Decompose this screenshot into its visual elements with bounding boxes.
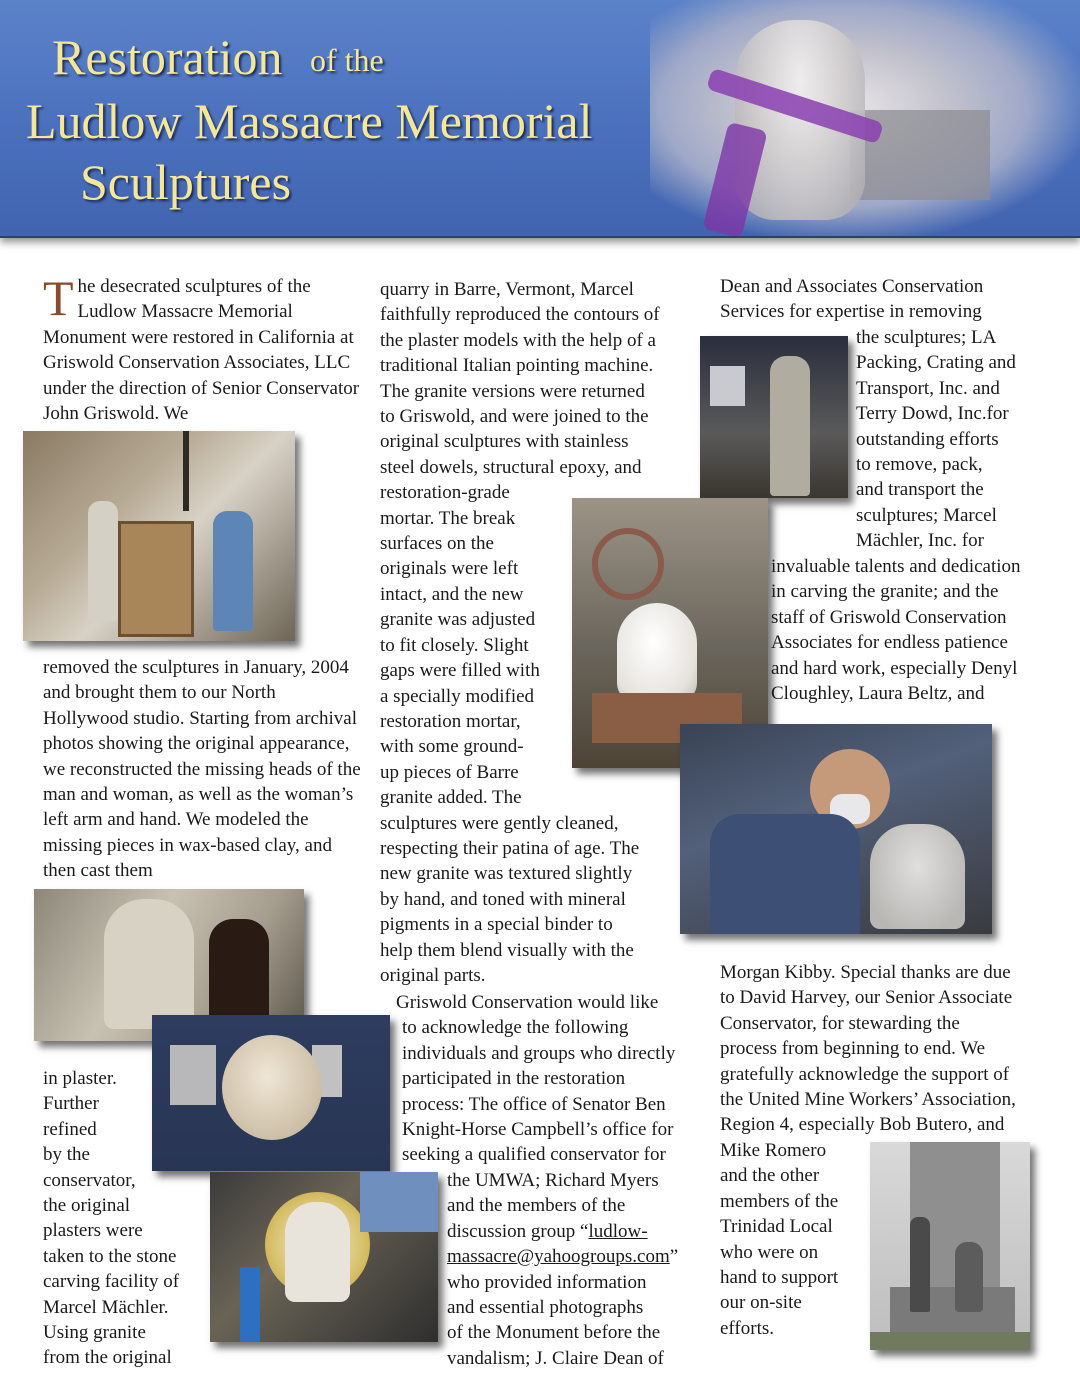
c3-line-11: Mächler, Inc. for [856, 530, 984, 552]
ack-line-3: individuals and groups who directly [402, 1042, 676, 1064]
c2-line-6: to Griswold, and were joined to the [380, 406, 649, 428]
sculptor-figure [209, 919, 269, 1029]
c2-line-3: the plaster models with the help of a [380, 329, 656, 351]
c3-line-27: members of the [720, 1190, 839, 1212]
ack-line-8: the UMWA; Richard Myers [447, 1170, 659, 1191]
c2-line-21: granite added. The [380, 787, 522, 809]
c2-line-17: a specially modified [380, 685, 535, 707]
header-banner [0, 0, 1080, 238]
line-8: taken to the stone [43, 1245, 177, 1267]
reference-sheet [710, 366, 745, 406]
ack-line-10 [447, 1219, 697, 1244]
conservator-figure [213, 511, 253, 631]
c2-line-7: original sculptures with stainless [380, 431, 629, 453]
line-3: refined [43, 1118, 97, 1140]
line-9: carving facility of [43, 1271, 180, 1293]
c2-line-27: help them blend visually with the [380, 939, 634, 961]
column-2-lower [447, 1168, 697, 1371]
ack-line-9: and the members of the [447, 1195, 626, 1217]
paragraph-removal: removed the sculptures in January, 2004 and brought them to our North Hollywood studio. Starting from archival photos showing the original appearance, we reconstructed the missing heads of the man and woman, as well as the woman’s left arm and hand. We modeled the missing pieces in wax-based clay, and then cast them [43, 657, 361, 882]
ack-line-7: seeking a qualified conservator for [402, 1144, 666, 1166]
line-11: Using granite [43, 1322, 146, 1344]
photo-granite-man-statue [700, 336, 848, 498]
carver-jacket [710, 814, 860, 934]
c3-line-15: Associates for endless patience [771, 632, 1008, 654]
c3-line-23: the United Mine Workers’ Association, [720, 1089, 1016, 1111]
c3-line-1: Dean and Associates Conservation [720, 276, 984, 297]
c3-line-16: and hard work, especially Denyl [771, 657, 1018, 679]
c2-line-28: original parts. [380, 964, 486, 986]
ack-line-14: of the Monument before the [447, 1322, 661, 1344]
c2-line-4: traditional Italian pointing machine. [380, 355, 654, 377]
c3-line-6: Terry Dowd, Inc.for [856, 403, 1009, 425]
column-3-top [720, 274, 1040, 325]
column-1-intro [43, 270, 363, 426]
monument-base [890, 1287, 1015, 1337]
plaster-head [222, 1035, 322, 1140]
c2-line-1: quarry in Barre, Vermont, Marcel [380, 279, 634, 300]
c2-line-13: intact, and the new [380, 583, 524, 605]
ack-line-4: participated in the restoration [402, 1068, 626, 1090]
ack-line-2: to acknowledge the following [402, 1017, 629, 1039]
ack-line-1: Griswold Conservation would like [396, 992, 659, 1013]
column-3-closing [720, 1138, 865, 1341]
close-quote: ” [669, 1246, 679, 1268]
c2-line-22: sculptures were gently cleaned, [380, 812, 619, 834]
email-link-part-2[interactable]: massacre@yahoogroups.com [447, 1246, 670, 1268]
column-1-middle [43, 655, 363, 884]
c3-line-12: invaluable talents and dedication [771, 556, 1021, 577]
c2-line-12: originals were left [380, 558, 519, 580]
c3-line-4: Packing, Crating and [856, 352, 1016, 374]
line-6: the original [43, 1195, 131, 1217]
c3-line-14: staff of Griswold Conservation [771, 606, 1007, 628]
c2-line-16: gaps were filled with [380, 660, 540, 682]
ack-line-10-text: discussion group “ [447, 1220, 589, 1242]
ack-line-12: who provided information [447, 1271, 647, 1293]
c3-line-10: sculptures; Marcel [856, 504, 997, 526]
c3-line-5: Transport, Inc. and [856, 377, 1000, 399]
column-3-special-thanks [720, 960, 1070, 1138]
c3-line-3: the sculptures; LA [856, 327, 997, 348]
c3-line-28: Trinidad Local [720, 1216, 833, 1238]
c3-line-9: and transport the [856, 479, 984, 501]
photo-ludlow-monument [870, 1142, 1030, 1350]
c3-line-22: gratefully acknowledge the support of [720, 1063, 1010, 1085]
c2-line-8: steel dowels, structural epoxy, and [380, 456, 642, 478]
ack-line-11 [447, 1244, 697, 1269]
c2-line-26: pigments in a special binder to [380, 914, 613, 936]
worker-figure [88, 501, 118, 621]
c3-line-19: to David Harvey, our Senior Associate [720, 987, 1013, 1009]
c2-line-15: to fit closely. Slight [380, 634, 529, 656]
c2-line-18: restoration mortar, [380, 710, 521, 732]
line-5: conservator, [43, 1169, 136, 1191]
column-1-lower [43, 1066, 203, 1371]
hoist-chain [183, 431, 189, 511]
title-of-the: of the [310, 42, 384, 78]
c2-line-19: with some ground- [380, 736, 524, 758]
c3-line-20: Conservator, for stewarding the [720, 1012, 960, 1034]
title-ludlow-memorial: Ludlow Massacre Memorial [26, 93, 593, 149]
c3-line-7: outstanding efforts [856, 428, 999, 450]
c2-line-14: granite was adjusted [380, 609, 536, 631]
photo-workshop-lifting [23, 431, 295, 641]
c3-line-29: who were on [720, 1241, 819, 1263]
column-2-acknowledgements [396, 990, 706, 1168]
c2-line-10: mortar. The break [380, 507, 516, 529]
photo-carving-granite-head [680, 724, 992, 934]
c3-line-26: and the other [720, 1165, 820, 1187]
intro-paragraph: he desecrated sculptures of the Ludlow Massacre Memorial Monument were restored in California at Griswold Conservation Associates, LLC under the direction of Senior Conservator John Griswold. We [43, 276, 360, 425]
c3-line-32: efforts. [720, 1317, 774, 1339]
white-plaster-head [617, 603, 697, 703]
c2-line-25: by hand, and toned with mineral [380, 888, 626, 910]
c2-line-11: surfaces on the [380, 533, 494, 555]
c3-line-30: hand to support [720, 1267, 839, 1289]
plaster-model-head [285, 1202, 350, 1302]
column-3-thanks [771, 554, 1071, 706]
c3-line-21: process from beginning to end. We [720, 1038, 986, 1060]
line-12: from the original [43, 1347, 172, 1369]
c2-line-20: up pieces of Barre [380, 761, 519, 783]
c3-line-25: Mike Romero [720, 1140, 827, 1161]
line-1: in plaster. [43, 1068, 117, 1089]
c2-line-24: new granite was textured slightly [380, 863, 633, 885]
line-7: plasters were [43, 1220, 143, 1242]
c3-line-8: to remove, pack, [856, 454, 983, 476]
c3-line-17: Cloughley, Laura Beltz, and [771, 683, 985, 705]
c3-line-31: our on-site [720, 1292, 802, 1314]
worker-arm [360, 1172, 438, 1232]
photo-pointing-machine [210, 1172, 438, 1342]
c2-line-2: faithfully reproduced the contours of [380, 304, 660, 326]
c2-line-23: respecting their patina of age. The [380, 837, 640, 859]
title-restoration: Restoration [52, 29, 283, 85]
column-3-credits [856, 325, 1046, 554]
man-statue [910, 1217, 930, 1312]
c3-line-24: Region 4, especially Bob Butero, and [720, 1114, 1005, 1136]
grass [870, 1332, 1030, 1350]
c3-line-2: Services for expertise in removing [720, 301, 982, 323]
c3-line-18: Morgan Kibby. Special thanks are due [720, 962, 1011, 983]
c2-line-9: restoration-grade [380, 482, 510, 504]
granite-man-figure [770, 356, 810, 496]
wooden-crate [118, 521, 194, 637]
ack-line-13: and essential photographs [447, 1297, 644, 1319]
ack-line-15: vandalism; J. Claire Dean of [447, 1347, 664, 1369]
drop-cap: T [43, 270, 74, 326]
c2-line-5: The granite versions were returned [380, 380, 645, 402]
line-10: Marcel Mächler. [43, 1296, 169, 1318]
coiled-hose [592, 528, 664, 600]
machine-frame [240, 1267, 260, 1342]
title-sculptures: Sculptures [80, 154, 292, 210]
email-link-part-1[interactable]: ludlow- [588, 1220, 648, 1242]
granite-head [870, 824, 965, 929]
c3-line-13: in carving the granite; and the [771, 581, 999, 603]
ack-line-6: Knight-Horse Campbell’s office for [402, 1119, 674, 1141]
line-2: Further [43, 1093, 99, 1115]
sculpture-figure [104, 899, 194, 1029]
ack-line-5: process: The office of Senator Ben [402, 1093, 666, 1115]
woman-statue [955, 1242, 983, 1312]
line-4: by the [43, 1144, 90, 1166]
